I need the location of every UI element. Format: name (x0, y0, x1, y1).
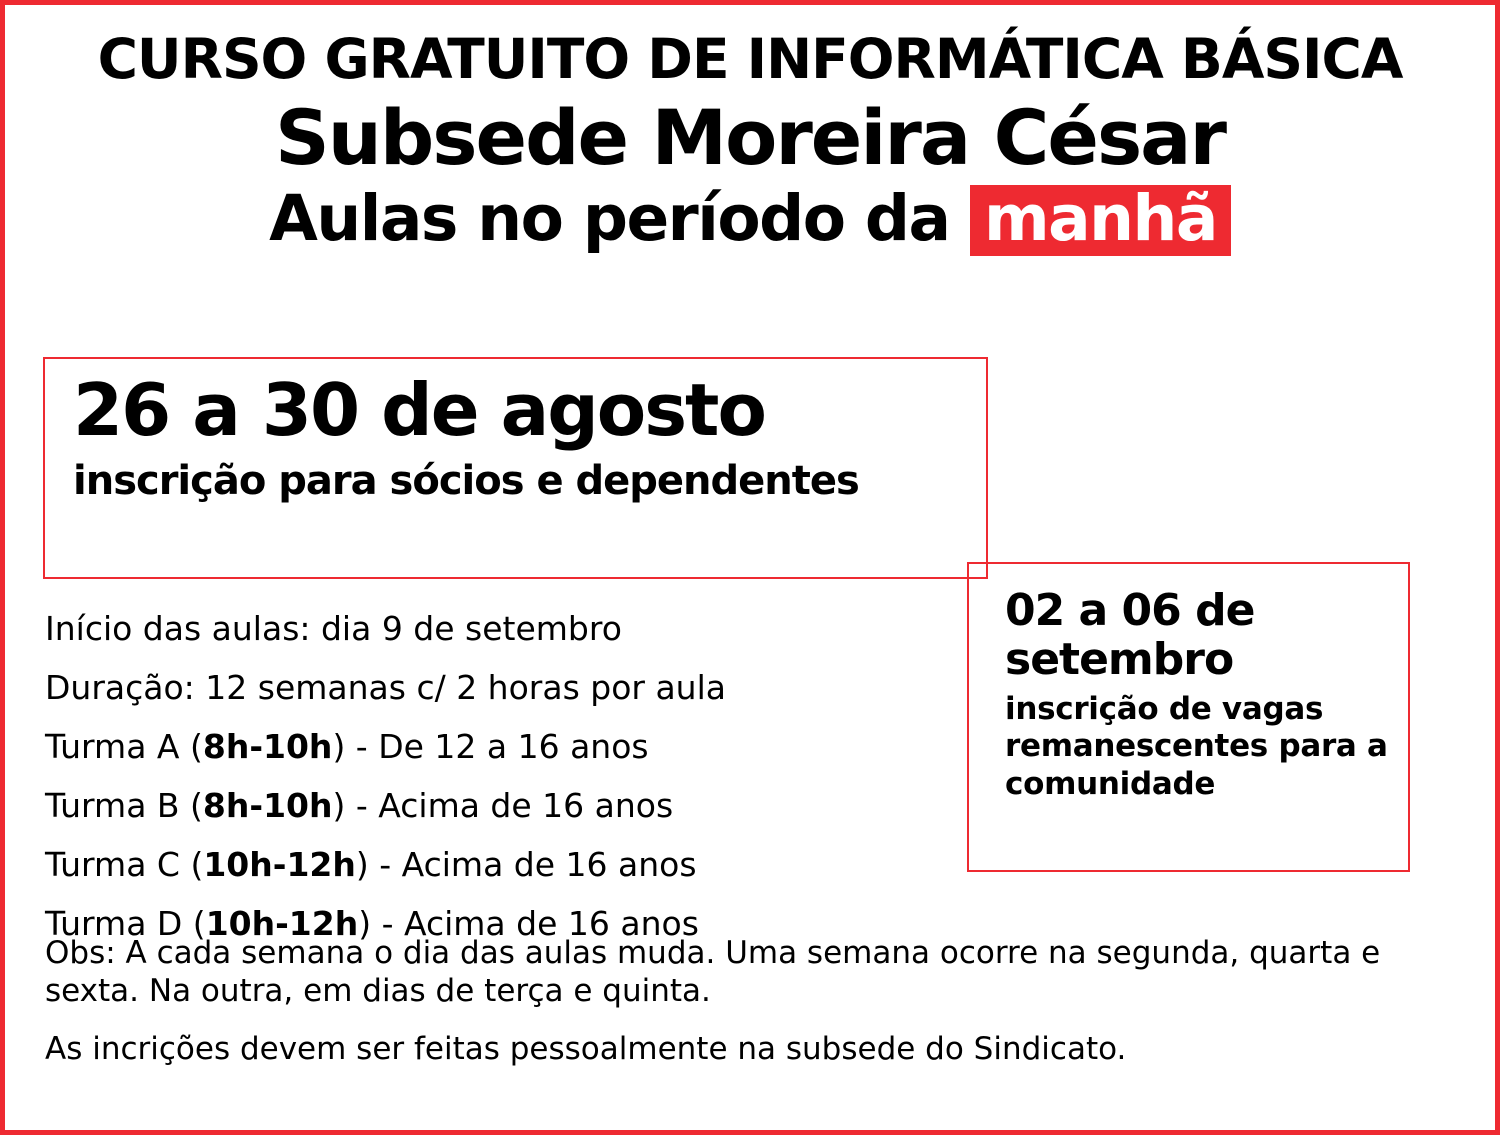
class-c-time: 10h-12h (203, 845, 356, 884)
detail-duration: Duração: 12 semanas c/ 2 horas por aula (45, 668, 726, 707)
class-b-time: 8h-10h (202, 786, 333, 825)
class-d-time: 10h-12h (205, 904, 359, 943)
note-registration-instructions: As incrições devem ser feitas pessoalmente na subsede do Sindicato. (45, 1030, 1127, 1067)
class-c-suffix: ) - Acima de 16 anos (355, 845, 697, 884)
footer-notes (45, 935, 1465, 1088)
secondary-enrollment-dates: 02 a 06 de setembro (1005, 585, 1255, 686)
class-a-prefix: Turma A ( (45, 727, 203, 766)
class-a-suffix: ) - De 12 a 16 anos (332, 727, 649, 766)
primary-enrollment-dates: 26 a 30 de agosto (73, 368, 765, 452)
note-schedule-observation: Obs: A cada semana o dia das aulas muda. Uma semana ocorre na segunda, quarta e sexta. Na outra, em dias de terça e quinta. (45, 935, 1381, 1009)
detail-class-c (45, 845, 945, 884)
class-b-prefix: Turma B ( (45, 786, 203, 825)
secondary-enrollment-box (967, 562, 1410, 872)
primary-enrollment-caption: inscrição para sócios e dependentes (73, 457, 859, 504)
course-location-title: Subsede Moreira César (275, 92, 1225, 182)
class-b-suffix: ) - Acima de 16 anos (332, 786, 674, 825)
primary-enrollment-box (43, 357, 988, 579)
class-d-suffix: ) - Acima de 16 anos (358, 904, 699, 943)
class-d-prefix: Turma D ( (45, 904, 206, 943)
detail-start-date: Início das aulas: dia 9 de setembro (45, 609, 622, 648)
detail-class-a (45, 727, 945, 766)
course-period-highlight: manhã (970, 185, 1231, 256)
detail-class-b (45, 786, 945, 825)
course-period-title (5, 181, 1495, 256)
secondary-enrollment-caption: inscrição de vagas remanescentes para a comunidade (1005, 690, 1388, 803)
class-a-time: 8h-10h (202, 727, 333, 766)
class-c-prefix: Turma C ( (45, 845, 204, 884)
course-period-prefix: Aulas no período da (269, 181, 970, 255)
course-kicker: CURSO GRATUITO DE INFORMÁTICA BÁSICA (97, 27, 1403, 91)
course-details (45, 609, 945, 966)
